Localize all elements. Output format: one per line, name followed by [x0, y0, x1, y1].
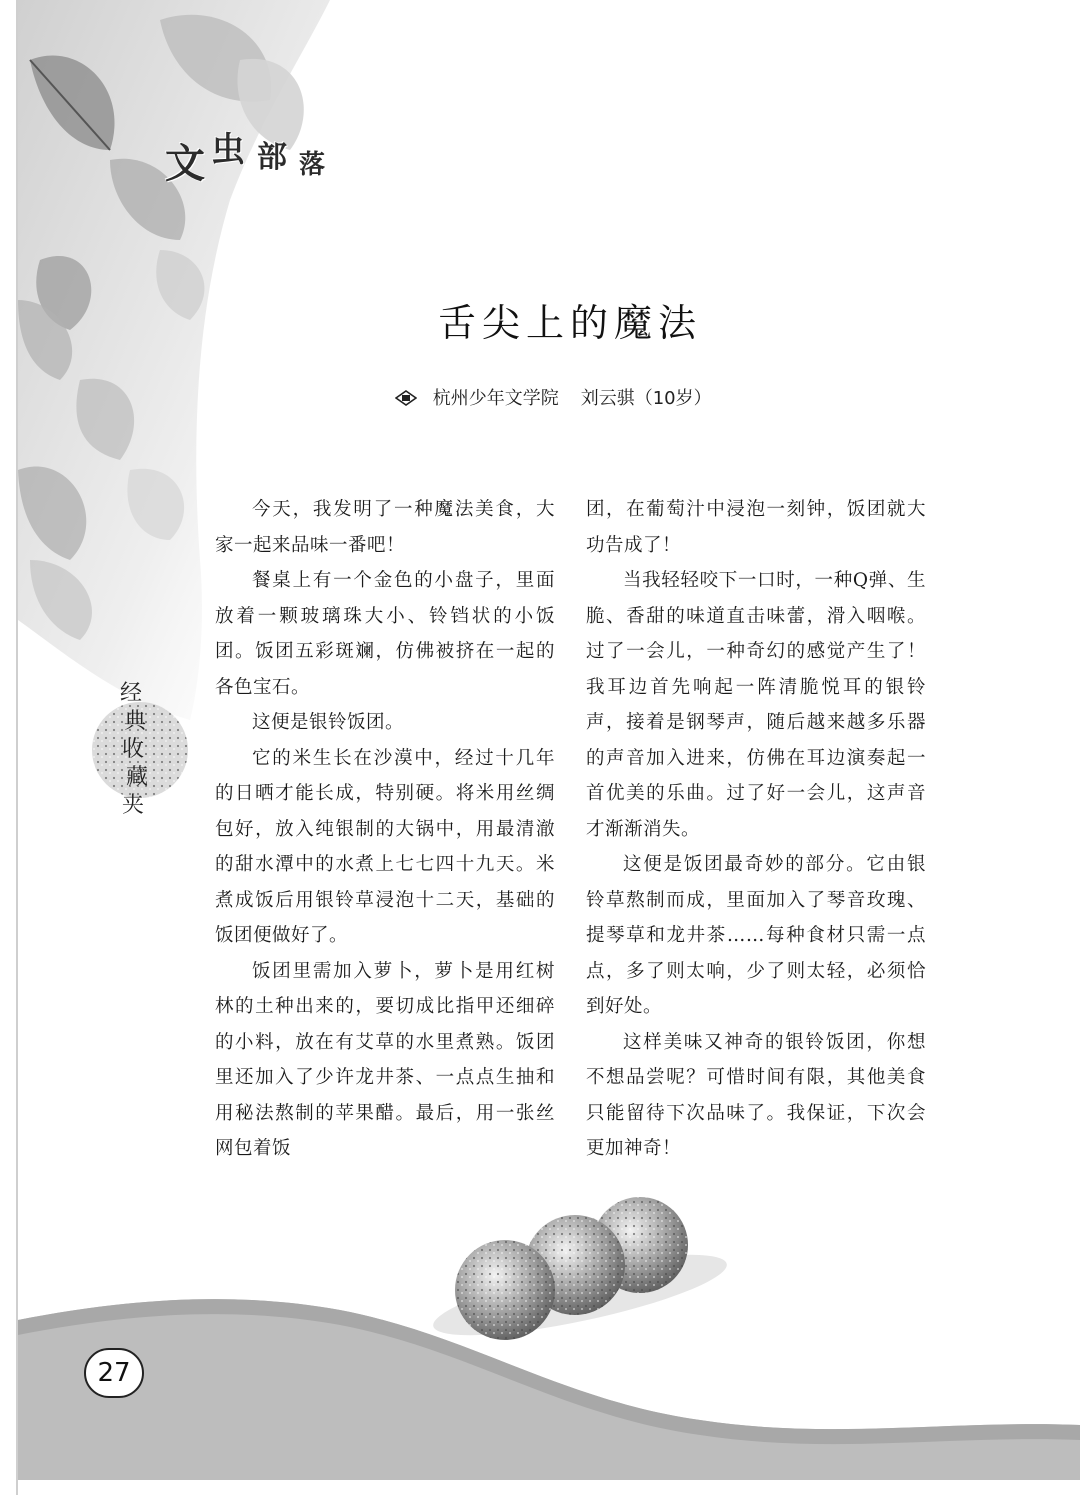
side-tag-char: 经 [120, 681, 143, 706]
page-number: 27 [84, 1348, 144, 1398]
side-tag-char: 典 [124, 709, 147, 734]
paragraph: 今天，我发明了一种魔法美食，大家一起来品味一番吧！ [215, 499, 555, 556]
article-column-right [586, 492, 926, 1167]
paragraph: 这便是饭团最奇妙的部分。它由银铃草熬制而成，里面加入了琴音玫瑰、提琴草和龙井茶……每种食材只需一点点，多了则太响，少了则太轻，必须恰到好处。 [586, 854, 926, 1017]
column-name [165, 118, 365, 188]
article-title: 舌尖上的魔法 [437, 301, 702, 345]
paragraph: 这样美味又神奇的银铃饭团，你想不想品尝呢？可惜时间有限，其他美食只能留待下次品味了。我保证，下次会更加神奇！ [586, 1031, 926, 1159]
article-column-left [215, 492, 555, 1167]
paragraph: 它的米生长在沙漠中，经过十几年的日晒才能长成，特别硬。将米用丝绸包好，放入纯银制的大锅中，用最清澈的甜水潭中的水煮上七七四十九天。米煮成饭后用银铃草浸泡十二天，基础的饭团便做好了。 [215, 747, 555, 946]
side-tag-char: 夹 [122, 793, 145, 818]
column-name-char: 落 [299, 150, 326, 180]
byline-author: 刘云骐（10岁） [580, 388, 712, 409]
paragraph: 当我轻轻咬下一口时，一种Q弹、生脆、香甜的味道直击味蕾，滑入咽喉。过了一会儿，一种奇幻的感觉产生了！我耳边首先响起一阵清脆悦耳的银铃声，接着是钢琴声，随后越来越多乐器的声音加入进来，仿佛在耳边演奏起一首优美的乐曲。过了好一会儿，这声音才渐渐消失。 [586, 570, 926, 840]
paragraph: 餐桌上有一个金色的小盘子，里面放着一颗玻璃珠大小、铃铛状的小饭团。饭团五彩斑斓，仿佛被挤在一起的各色宝石。 [215, 570, 555, 698]
paragraph: 这便是银铃饭团。 [252, 712, 405, 733]
byline [395, 384, 815, 410]
column-name-char: 虫 [211, 130, 245, 170]
side-tag-char: 藏 [126, 765, 149, 790]
diamond-bullet-icon [395, 390, 417, 406]
column-name-char: 文 [165, 141, 205, 187]
side-tag-char: 收 [122, 737, 145, 762]
column-name-char: 部 [257, 140, 287, 175]
paragraph: 饭团里需加入萝卜，萝卜是用红树林的土种出来的，要切成比指甲还细碎的小料，放在有艾草的水里煮熟。饭团里还加入了少许龙井茶、一点点生抽和用秘法熬制的苹果醋。最后，用一张丝网包着饭 [215, 960, 555, 1159]
paragraph-continuation: 团，在葡萄汁中浸泡一刻钟，饭团就大功告成了！ [586, 499, 926, 556]
side-tag [120, 680, 160, 820]
byline-school: 杭州少年文学院 [432, 388, 559, 409]
